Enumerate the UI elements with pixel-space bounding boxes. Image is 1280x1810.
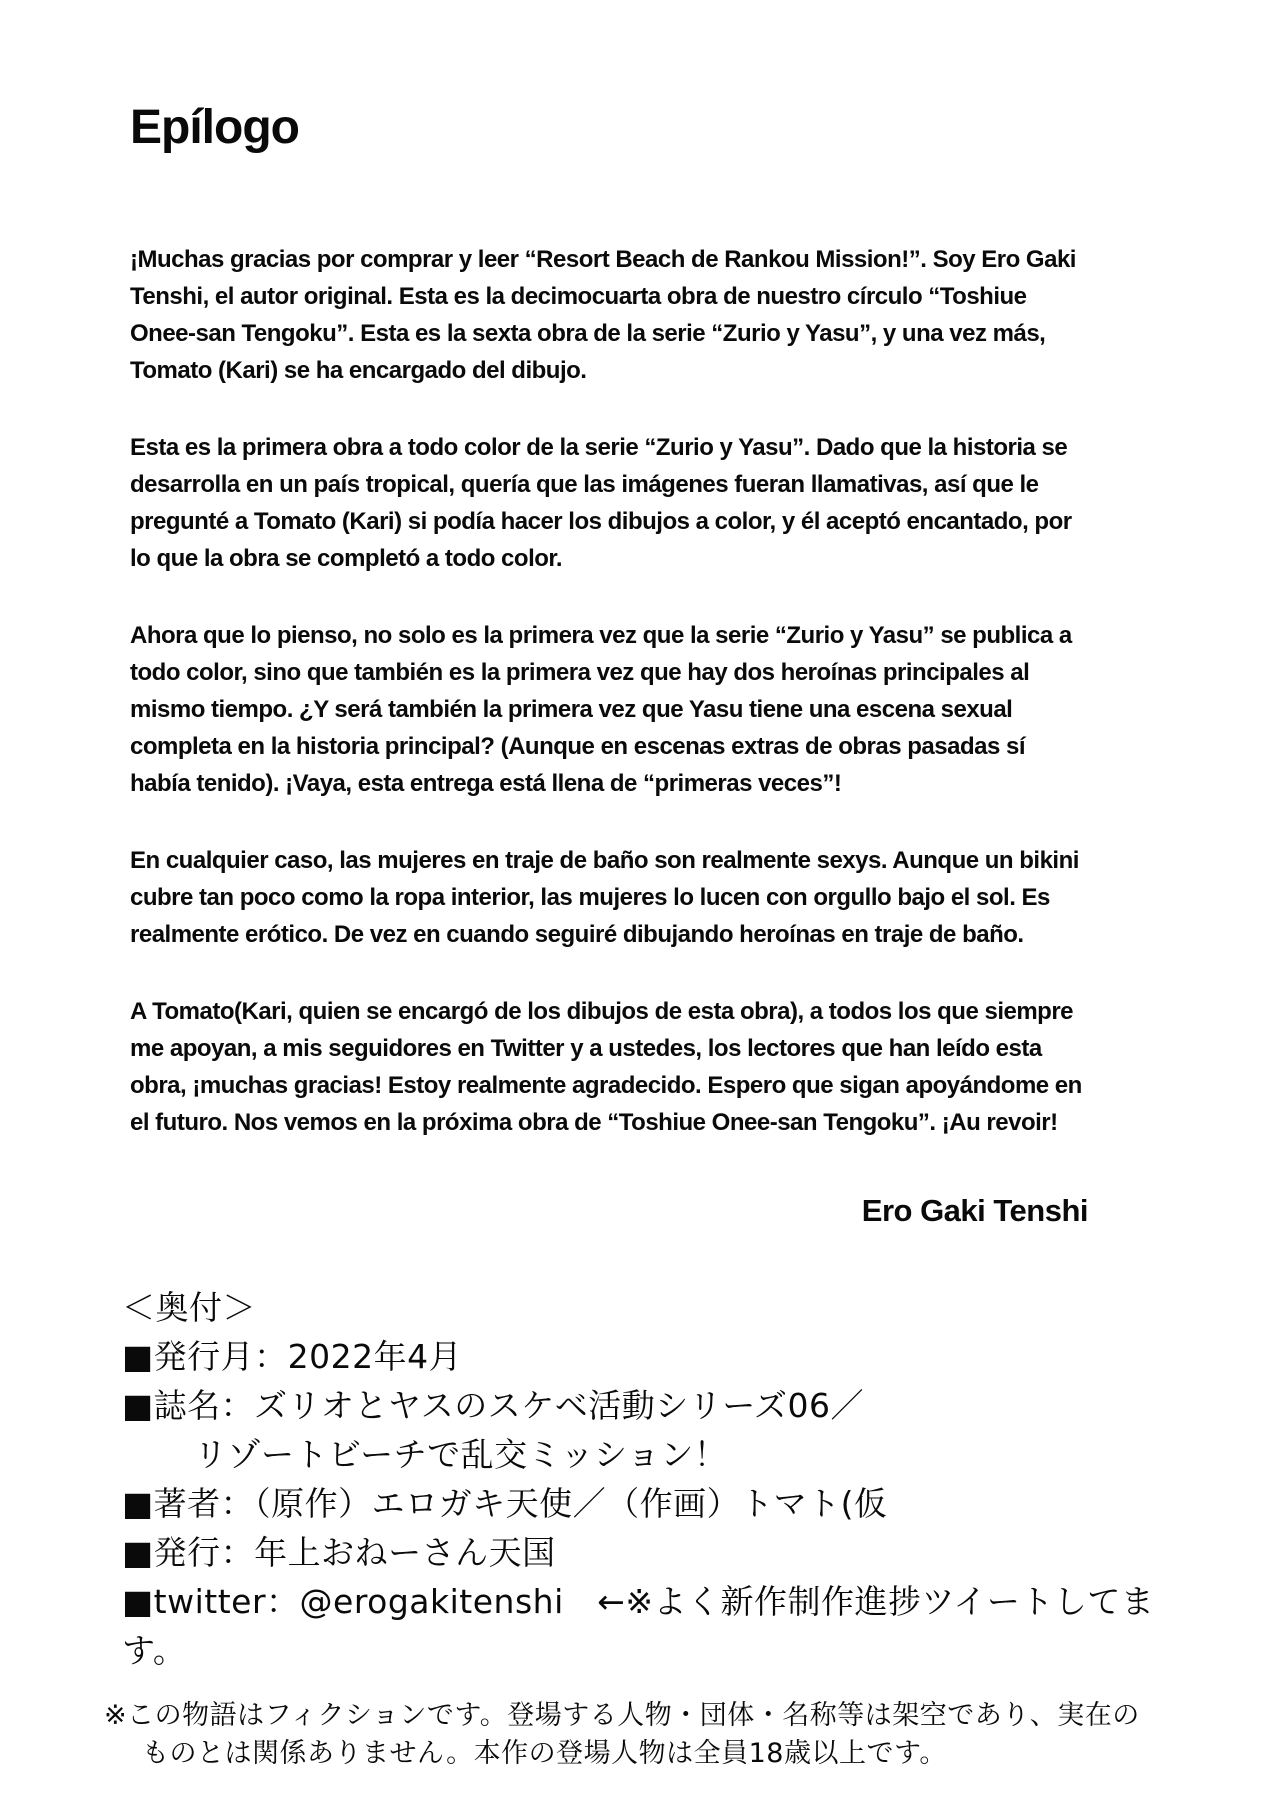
colophon-publisher: ■発行：年上おねーさん天国 xyxy=(122,1533,556,1572)
epilogue-paragraph-3: Ahora que lo pienso, no solo es la primera vez que la serie “Zurio y Yasu” se publica a todo color, sino que también es la primera vez que hay dos heroínas principales al mismo tiempo. ¿Y será también la primera vez que Yasu tiene una escena sexual completa en la historia principal? (Aunque en escenas extras de obras pasadas sí había tenido). ¡Vaya, esta entrega está llena de “primeras veces”! xyxy=(130,622,1072,797)
page-title: Epílogo xyxy=(130,101,299,154)
colophon-section xyxy=(122,1283,1165,1675)
author-signature: Ero Gaki Tenshi xyxy=(861,1193,1088,1228)
disclaimer-section xyxy=(104,1697,1165,1773)
colophon-twitter: ■twitter：@erogakitenshi ←※よく新作制作進捗ツイートしてます。 xyxy=(122,1582,1155,1670)
disclaimer-line-2: ものとは関係ありません。本作の登場人物は全員18歳以上です。 xyxy=(142,1738,947,1769)
epilogue-paragraph-2: Esta es la primera obra a todo color de la serie “Zurio y Yasu”. Dado que la historia se desarrolla en un país tropical, quería que las imágenes fueran llamativas, así que le pregunté a Tomato (Kari) si podía hacer los dibujos a color, y él aceptó encantado, por lo que la obra se completó a todo color. xyxy=(130,434,1072,572)
epilogue-paragraph-5: A Tomato(Kari, quien se encargó de los dibujos de esta obra), a todos los que siempre me apoyan, a mis seguidores en Twitter y a ustedes, los lectores que han leído esta obra, ¡muchas gracias! Estoy realmente agradecido. Espero que sigan apoyándome en el futuro. Nos vemos en la próxima obra de “Toshiue Onee-san Tengoku”. ¡Au revoir! xyxy=(130,998,1082,1136)
epilogue-paragraph-1: ¡Muchas gracias por comprar y leer “Resort Beach de Rankou Mission!”. Soy Ero Gaki Tenshi, el autor original. Esta es la decimocuarta obra de nuestro círculo “Toshiue Onee-san Tengoku”. Esta es la sexta obra de la serie “Zurio y Yasu”, y una vez más, Tomato (Kari) se ha encargado del dibujo. xyxy=(130,246,1076,384)
colophon-author: ■著者：（原作）エロガキ天使／（作画）トマト(仮 xyxy=(122,1484,888,1523)
epilogue-paragraph-4: En cualquier caso, las mujeres en traje de baño son realmente sexys. Aunque un bikini cubre tan poco como la ropa interior, las mujeres lo lucen con orgullo bajo el sol. Es realmente erótico. De vez en cuando seguiré dibujando heroínas en traje de baño. xyxy=(130,847,1079,948)
colophon-title-line-2: リゾートビーチで乱交ミッション！ xyxy=(194,1435,728,1474)
disclaimer-line-1: ※この物語はフィクションです。登場する人物・団体・名称等は架空であり、実在の xyxy=(104,1700,1140,1731)
colophon-heading: ＜奥付＞ xyxy=(122,1288,256,1327)
colophon-publish-month: ■発行月：2022年4月 xyxy=(122,1337,463,1376)
colophon-title-line-1: ■誌名：ズリオとヤスのスケベ活動シリーズ06／ xyxy=(122,1386,865,1425)
